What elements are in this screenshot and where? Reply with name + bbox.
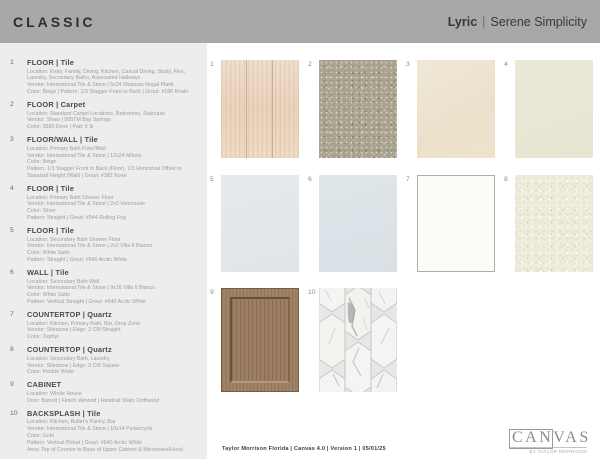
canvas-logo-text — [509, 428, 591, 447]
swatch-wood-plank — [221, 60, 299, 158]
spec-item-pattern: Pattern: Vertical Picket | Grout: #640 Arctic White — [27, 439, 143, 446]
swatch-cell — [504, 60, 600, 158]
spec-item-location: Location: Kitchen, Primary Bath, Bar, Drop Zone — [27, 320, 141, 327]
spec-item-number: 7 — [10, 311, 14, 318]
spec-item-color: Color: Pebble White — [27, 369, 75, 376]
swatch-number: 2 — [308, 61, 312, 68]
swatch-number: 3 — [406, 61, 410, 68]
swatch-beige-tile — [417, 60, 495, 158]
swatch-number: 6 — [308, 176, 312, 183]
spec-item-location: Location: Primary Bath Shower Floor — [27, 194, 114, 201]
spec-item-title: FLOOR | Tile — [27, 58, 75, 67]
spec-item-color: Color: Beige | Pattern: 1/3 Stagger Front to Back | Grout: #186 Khaki — [27, 89, 188, 96]
spec-item-pattern: Pattern: Straight | Grout: #640 Arctic White — [27, 257, 128, 264]
spec-item-location: Location: Entry, Family, Dining, Kitchen, Casual Dining, Study, Flex, Laundry, Secondary Baths, Associated Hallways — [27, 68, 186, 82]
spec-item-floorwall-tile — [10, 135, 200, 180]
spec-item-title: CABINET — [27, 380, 62, 390]
spec-item-title: COUNTERTOP | Quartz — [27, 345, 112, 355]
swatch-cell — [308, 288, 406, 392]
swatch-cell — [210, 175, 308, 272]
spec-item-vendor: Vendor: International Tile & Stone | 2x2 Vancouver — [27, 201, 146, 208]
palette-name-bold: Lyric — [447, 14, 478, 29]
spec-item-pattern: Pattern: 1/3 Stagger Front to Back (Floor), 1/3 Horizontal Offset to Standard Height (Wall) | Grout: #382 Bone — [27, 166, 182, 180]
swatch-number: 5 — [210, 176, 214, 183]
swatch-cell — [308, 175, 406, 272]
swatch-bluegray-tile-2 — [319, 175, 397, 272]
spec-item-title: COUNTERTOP | Quartz — [27, 310, 112, 319]
spec-item-number: 1 — [10, 59, 14, 66]
palette-name-light: Serene Simplicity — [490, 14, 587, 29]
swatch-cell — [406, 60, 504, 158]
swatch-white-quartz — [417, 175, 495, 272]
spec-list — [10, 58, 200, 453]
swatch-picket-marble-tile — [319, 288, 397, 392]
swatch-row-3 — [210, 288, 406, 392]
spec-item-vendor: Vendor: International Tile & Stone | 6x24 Maderas Nogal Plank — [27, 82, 174, 89]
swatch-cell — [210, 288, 308, 392]
spec-item-location: Location: Standard Carpet Locations, Bedrooms, Staircase — [27, 110, 166, 117]
spec-item-title: BACKSPLASH | Tile — [27, 408, 101, 418]
spec-item-color: Color: Silver — [27, 208, 56, 215]
spec-item-location: Location: Kitchen, Butler's Pantry, Bar — [27, 419, 116, 425]
spec-item-title: FLOOR | Tile — [27, 226, 75, 235]
spec-item-floor-tile-5 — [10, 226, 200, 264]
swatch-cell — [308, 60, 406, 158]
spec-item-vendor: Vendor: International Tile & Stone | 12x24 Milano — [27, 152, 142, 159]
spec-item-number: 9 — [10, 381, 14, 389]
swatch-number: 7 — [406, 176, 410, 183]
swatch-number: 4 — [504, 61, 508, 68]
spec-panel — [0, 43, 207, 459]
spec-item-vendor: Vendor: International Tile & Stone | 9x16 Villa II Bianco — [27, 285, 156, 292]
spec-item-vendor: Vendor: Shaw | 565TM Bay Springs — [27, 117, 111, 124]
canvas-logo — [509, 428, 591, 454]
swatch-cell — [504, 175, 600, 272]
spec-item-floor-tile-1 — [10, 58, 200, 96]
spec-item-location: Location: Primary Bath Floor/Wall — [27, 145, 106, 152]
spec-item-color: Color: Beige — [27, 159, 57, 166]
spec-item-color: Color: Gold — [27, 432, 54, 439]
spec-item-pattern: Pattern: Straight | Grout: #544 Rolling Fog — [27, 215, 126, 222]
picket-tile-graphic — [319, 288, 397, 392]
swatch-number: 10 — [308, 289, 316, 296]
swatch-cell — [210, 60, 308, 158]
spec-item-color: Color: Zephyr — [27, 334, 60, 341]
spec-item-title: WALL | Tile — [27, 268, 69, 277]
spec-item-number: 5 — [10, 227, 14, 234]
swatch-cabinet-door — [221, 288, 299, 392]
palette-title — [448, 15, 587, 29]
spec-item-color: Color: White Satin — [27, 250, 70, 257]
palette-divider: | — [482, 14, 486, 29]
swatch-row-2 — [210, 175, 600, 272]
canvas-logo-word: CANVAS — [512, 428, 591, 446]
spec-item-number: 10 — [10, 409, 18, 417]
header-bar — [0, 0, 600, 43]
spec-item-number: 8 — [10, 346, 14, 354]
spec-item-number: 3 — [10, 136, 14, 144]
spec-item-color: Color: 0560 Dove | Pad: 6 lb — [27, 124, 94, 131]
spec-item-vendor: Vendor: Silestone | Edge: 3 CM Straight — [27, 327, 121, 334]
spec-item-countertop-quartz-7 — [10, 310, 200, 341]
swatch-number: 1 — [210, 61, 214, 68]
spec-item-backsplash-tile — [10, 409, 200, 454]
spec-item-color: Color: White Satin — [27, 292, 70, 299]
spec-item-area: Area: Top of Counter to Base of Upper Cabinet & Microwave/Hood — [27, 446, 183, 453]
collection-title: CLASSIC — [13, 13, 96, 30]
spec-item-number: 4 — [10, 185, 14, 192]
spec-item-pattern: Pattern: Vertical Straight | Grout: #640 Arctic White — [27, 299, 146, 306]
swatch-cream-tile — [515, 60, 593, 158]
swatch-number: 8 — [504, 176, 508, 183]
spec-item-title: FLOOR/WALL | Tile — [27, 135, 98, 145]
swatch-number: 9 — [210, 289, 214, 296]
swatch-row-1 — [210, 60, 600, 158]
spec-item-number: 6 — [10, 269, 14, 276]
canvas-logo-subtext: BY TAYLOR MORRISON — [509, 447, 587, 454]
spec-item-door: Door: Barrett | Finish: Almond | Handrail Stain: Driftwood — [27, 397, 160, 404]
swatch-pebble-quartz — [515, 175, 593, 272]
spec-item-location: Location: Secondary Bath Shower Floor — [27, 236, 121, 243]
spec-item-floor-tile-4 — [10, 184, 200, 222]
spec-item-vendor: Vendor: International Tile & Stone | 10x14 Picketcycle — [27, 425, 153, 432]
spec-item-floor-carpet — [10, 100, 200, 131]
spec-item-vendor: Vendor: International Tile & Stone | 2x2 Villa II Bianco — [27, 243, 153, 250]
spec-item-number: 2 — [10, 101, 14, 108]
spec-item-cabinet — [10, 380, 200, 404]
spec-item-vendor: Vendor: Silestone | Edge: 3 CM Square — [27, 362, 120, 369]
swatch-bluegray-tile — [221, 175, 299, 272]
cabinet-door-panel — [230, 297, 290, 383]
swatch-grid — [210, 60, 600, 400]
spec-item-wall-tile — [10, 268, 200, 306]
spec-item-location: Location: Secondary Bath, Laundry — [27, 355, 110, 362]
spec-item-title: FLOOR | Carpet — [27, 100, 86, 109]
canvas-logo-box — [509, 429, 553, 449]
footer-info: Taylor Morrison Florida | Canvas 4.0 | Version 1 | 05/01/25 — [222, 446, 386, 452]
spec-item-location: Location: Whole House — [27, 390, 82, 397]
spec-item-countertop-quartz-8 — [10, 345, 200, 376]
spec-item-location: Location: Secondary Bath Wall — [27, 278, 100, 285]
spec-item-title: FLOOR | Tile — [27, 184, 75, 193]
swatch-cell — [406, 175, 504, 272]
swatch-carpet — [319, 60, 397, 158]
